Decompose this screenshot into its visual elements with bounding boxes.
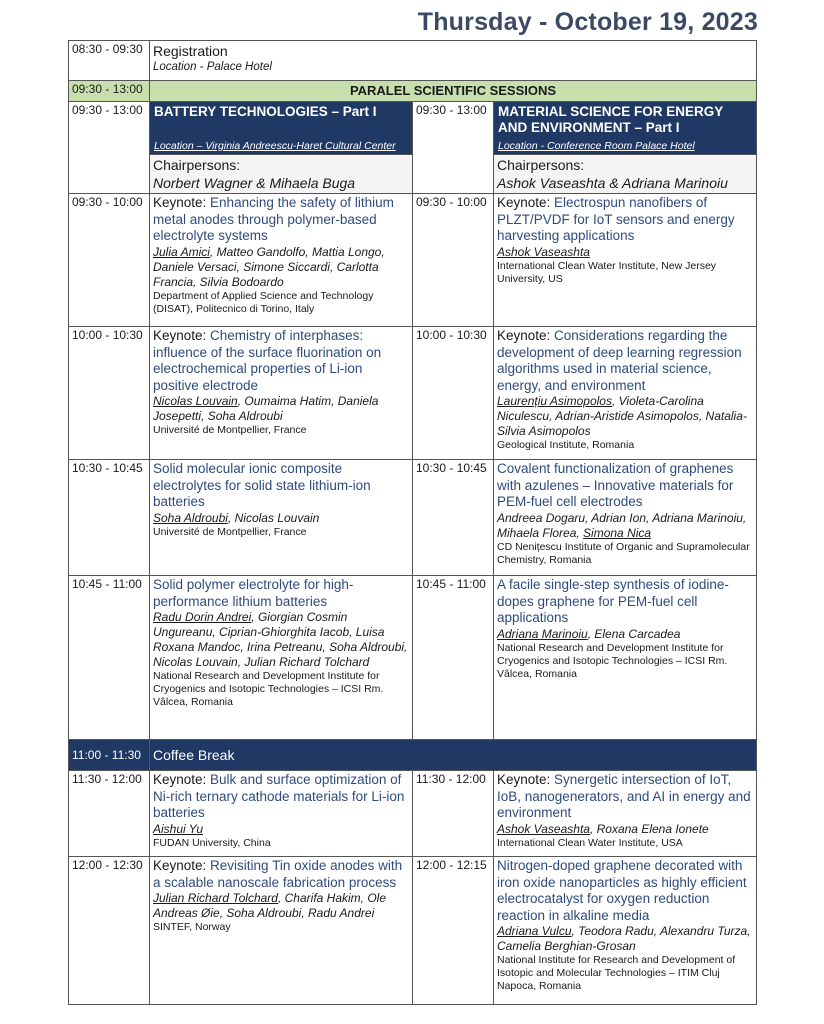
- slot-time: 10:45 - 11:00: [413, 576, 494, 740]
- talk-cell: [494, 576, 757, 740]
- chair-names: Ashok Vaseashta & Adriana Marinoiu: [497, 175, 728, 191]
- talk-cell: [150, 460, 413, 576]
- talk-authors: Soha Aldroubi, Nicolas Louvain: [153, 510, 320, 525]
- talk-authors: Julian Richard Tolchard, Charifa Hakim, Ole Andreas Øie, Soha Aldroubi, Radu Andrei: [153, 891, 386, 920]
- talk-cell: [494, 857, 757, 1005]
- registration-title: Registration: [153, 43, 228, 59]
- talk-authors: Adriana Vulcu, Teodora Radu, Alexandru Turza, Camelia Berghian-Grosan: [497, 924, 751, 953]
- talk-cell: [494, 194, 757, 327]
- talk-title: Solid polymer electrolyte for high-performance lithium batteries: [153, 577, 354, 609]
- talk-authors: Ashok Vaseashta, Roxana Elena Ionete: [497, 821, 709, 836]
- coffee-break-row: [69, 740, 757, 771]
- talk-title: Keynote: Bulk and surface optimization of Ni-rich ternary cathode materials for Li-ion batteries: [153, 772, 405, 820]
- coffee-break-time: 11:00 - 11:30: [69, 740, 150, 771]
- talk-affiliation: Université de Montpellier, France: [153, 424, 307, 436]
- talk-authors: Radu Dorin Andrei, Giorgian Cosmin Ungureanu, Ciprian-Ghiorghita Iacob, Luisa Roxana Mandoc, Irina Petreanu, Soha Aldroubi, Nicolas Louvain, Julian Richard Tolchard: [153, 610, 408, 669]
- coffee-break-label: Coffee Break: [150, 740, 757, 771]
- talk-affiliation: CD Nenițescu Institute of Organic and Supramolecular Chemistry, Romania: [497, 540, 750, 566]
- talk-authors: Aishui Yu: [153, 821, 204, 836]
- talk-title: Keynote: Enhancing the safety of lithium metal anodes through polymer-based electrolyte systems: [153, 195, 394, 243]
- slot-time: 10:45 - 11:00: [69, 576, 150, 740]
- talk-affiliation: Department of Applied Science and Technology (DISAT), Politecnico di Torino, Italy: [153, 289, 374, 315]
- slot-time: 11:30 - 12:00: [69, 771, 150, 857]
- registration-time: 08:30 - 09:30: [69, 41, 150, 81]
- talk-cell: [494, 327, 757, 460]
- talk-affiliation: SINTEF, Norway: [153, 921, 231, 933]
- talk-authors: Julia Amici, Matteo Gandolfo, Mattia Longo, Daniele Versaci, Simone Siccardi, Carlotta Francia, Silvia Bodoardo: [153, 244, 385, 289]
- talk-title: Keynote: Revisiting Tin oxide anodes with a scalable nanoscale fabrication process: [153, 858, 403, 890]
- table-row: [69, 576, 757, 740]
- table-row: [69, 194, 757, 327]
- registration-row: [69, 41, 757, 81]
- session-right-title: MATERIAL SCIENCE FOR ENERGY AND ENVIRONMENT – Part I: [498, 104, 724, 135]
- talk-authors: Laurențiu Asimopolos, Violeta-Carolina Niculescu, Adrian-Aristide Asimopolos, Natalia-Silvia Asimopolos: [497, 394, 747, 438]
- chair-names: Norbert Wagner & Mihaela Buga: [153, 175, 356, 191]
- program-table: [68, 40, 757, 1005]
- talk-authors: Nicolas Louvain, Oumaima Hatim, Daniela Josepetti, Soha Aldroubi: [153, 394, 379, 423]
- session-left-time: 09:30 - 13:00: [69, 102, 150, 194]
- talk-cell: [150, 194, 413, 327]
- table-row: [69, 327, 757, 460]
- slot-time: 09:30 - 10:00: [413, 194, 494, 327]
- session-right-time: 09:30 - 13:00: [413, 102, 494, 194]
- talk-cell: [494, 460, 757, 576]
- talk-title: A facile single-step synthesis of iodine-dopes graphene for PEM-fuel cell applications: [497, 577, 729, 625]
- session-right-location: Location - Conference Room Palace Hotel: [498, 140, 695, 152]
- talk-title: Keynote: Considerations regarding the development of deep learning regression algorithms used in material science, energy, and environment: [497, 328, 742, 393]
- talk-title: Solid molecular ionic composite electrolytes for solid state lithium-ion batteries: [153, 461, 371, 509]
- table-row: [69, 857, 757, 1005]
- chair-label: Chairpersons:: [153, 157, 241, 173]
- session-left-title: BATTERY TECHNOLOGIES – Part I: [154, 104, 377, 119]
- session-header-row: [69, 102, 757, 155]
- talk-cell: [150, 327, 413, 460]
- talk-authors: Ashok Vaseashta: [497, 244, 590, 259]
- talk-authors: Andreea Dogaru, Adrian Ion, Adriana Marinoiu, Mihaela Florea, Simona Nica: [497, 510, 747, 540]
- slot-time: 09:30 - 10:00: [69, 194, 150, 327]
- slot-time: 10:30 - 10:45: [413, 460, 494, 576]
- talk-title: Covalent functionalization of graphenes with azulenes – Innovative materials for PEM-fuel cell electrodes: [497, 461, 734, 509]
- session-right-chair: [494, 155, 757, 194]
- parallel-title: PARALEL SCIENTIFIC SESSIONS: [150, 81, 757, 102]
- session-left-chair: [150, 155, 413, 194]
- talk-affiliation: FUDAN University, China: [153, 836, 271, 849]
- talk-title: Keynote: Electrospun nanofibers of PLZT/PVDF for IoT sensors and energy harvesting applications: [497, 195, 735, 243]
- talk-affiliation: National Research and Development Institute for Cryogenics and Isotopic Technologies – ICSI Rm. Vâlcea, Romania: [153, 670, 384, 708]
- chair-label: Chairpersons:: [497, 157, 585, 173]
- slot-time: 10:30 - 10:45: [69, 460, 150, 576]
- talk-cell: [150, 771, 413, 857]
- talk-affiliation: National Institute for Research and Development of Isotopic and Molecular Technologies – ITIM Cluj Napoca, Romania: [497, 954, 736, 992]
- talk-title: Keynote: Chemistry of interphases: influence of the surface fluorination on electrochemical properties of Li-ion positive electrode: [153, 328, 382, 393]
- talk-affiliation: International Clean Water Institute, New Jersey University, US: [497, 259, 717, 285]
- parallel-sessions-row: [69, 81, 757, 102]
- slot-time: 11:30 - 12:00: [413, 771, 494, 857]
- session-left-location: Location – Virginia Andreescu-Haret Cultural Center: [154, 140, 396, 152]
- slot-time: 10:00 - 10:30: [413, 327, 494, 460]
- talk-title: Keynote: Synergetic intersection of IoT, IoB, nanogenerators, and AI in energy and environment: [497, 772, 751, 820]
- talk-affiliation: International Clean Water Institute, USA: [497, 836, 683, 849]
- page-title: Thursday - October 19, 2023: [417, 8, 758, 36]
- talk-cell: [150, 857, 413, 1005]
- registration-location: Location - Palace Hotel: [153, 61, 272, 73]
- registration-cell: [150, 41, 757, 81]
- slot-time: 10:00 - 10:30: [69, 327, 150, 460]
- talk-authors: Adriana Marinoiu, Elena Carcadea: [497, 626, 681, 641]
- slot-time: 12:00 - 12:15: [413, 857, 494, 1005]
- table-row: [69, 460, 757, 576]
- talk-cell: [150, 576, 413, 740]
- talk-title: Nitrogen-doped graphene decorated with iron oxide nanoparticles as highly efficient electrocatalyst for oxygen reduction reaction in alkaline media: [497, 858, 747, 923]
- talk-affiliation: National Research and Development Institute for Cryogenics and Isotopic Technologies – ICSI Rm. Vâlcea, Romania: [497, 641, 728, 680]
- talk-cell: [494, 771, 757, 857]
- session-right-header: [494, 102, 757, 155]
- talk-affiliation: Geological Institute, Romania: [497, 439, 635, 451]
- slot-time: 12:00 - 12:30: [69, 857, 150, 1005]
- table-row: [69, 771, 757, 857]
- session-left-header: [150, 102, 413, 155]
- parallel-time: 09:30 - 13:00: [69, 81, 150, 102]
- talk-affiliation: Université de Montpellier, France: [153, 525, 307, 538]
